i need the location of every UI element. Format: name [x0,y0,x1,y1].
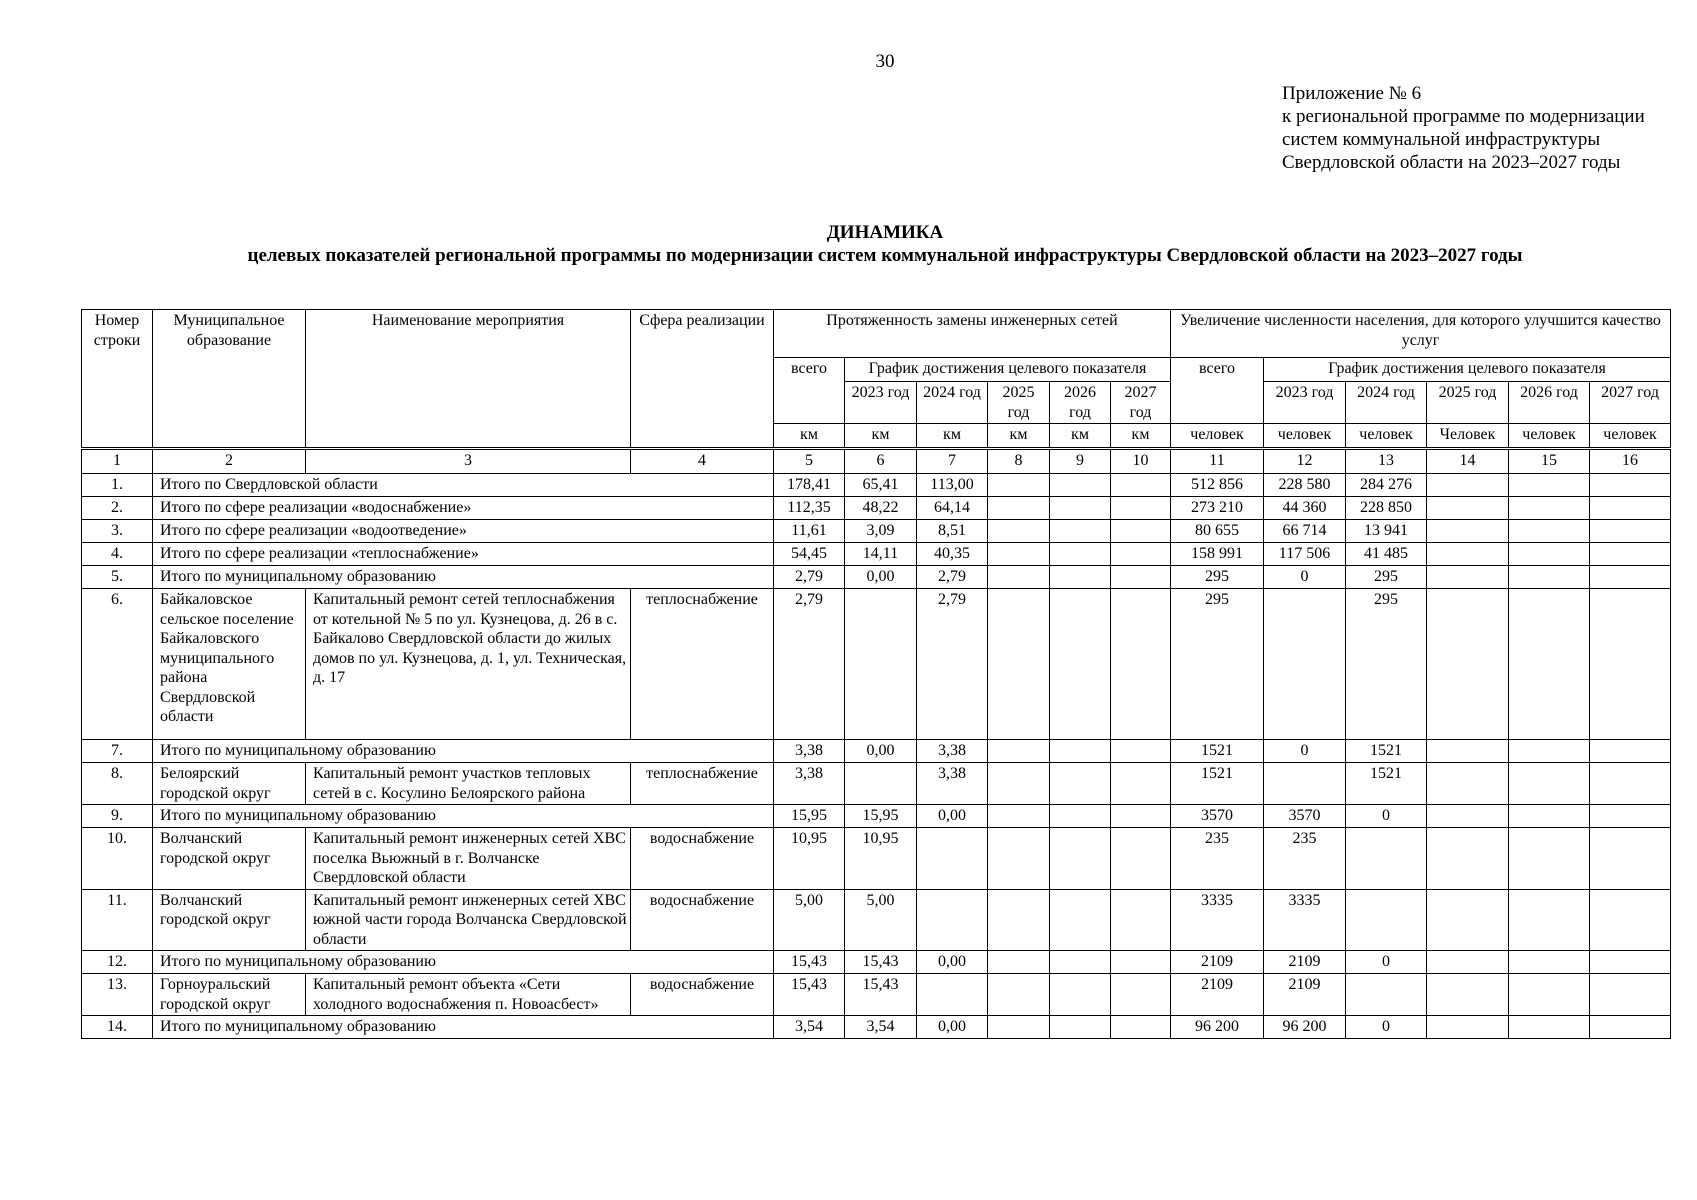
table-row [82,828,1671,890]
value-cell: 64,14 [917,497,988,520]
value-cell [1111,497,1171,520]
document-title [0,221,1697,267]
header-schedule-people: График достижения целевого показателя [1264,358,1671,382]
value-cell [1264,589,1346,740]
value-cell [1509,889,1590,951]
row-number: 2. [82,497,153,520]
value-cell: 117 506 [1264,543,1346,566]
value-cell [1509,543,1590,566]
table-row [82,543,1671,566]
value-cell [1590,566,1671,589]
value-cell [1111,520,1171,543]
value-cell [1050,497,1111,520]
column-number: 13 [1346,449,1427,474]
header-unit-people: человек [1590,424,1671,449]
value-cell: 15,43 [845,974,917,1016]
header-year-people: 2027 год [1590,382,1671,424]
value-cell [1509,951,1590,974]
value-cell: 3335 [1264,889,1346,951]
header-unit-km: км [1050,424,1111,449]
indicators-table [81,309,1671,1039]
column-number: 6 [845,449,917,474]
value-cell [1509,1016,1590,1039]
value-cell: 295 [1346,566,1427,589]
column-number: 16 [1590,449,1671,474]
value-cell: 80 655 [1171,520,1264,543]
value-cell [1590,828,1671,890]
value-cell: 295 [1346,589,1427,740]
value-cell: 96 200 [1171,1016,1264,1039]
row-number: 9. [82,805,153,828]
header-sphere: Сфера реализации [631,310,774,449]
header-unit-people: человек [1171,424,1264,449]
column-number: 12 [1264,449,1346,474]
value-cell [1111,589,1171,740]
value-cell: 178,41 [774,474,845,497]
value-cell [1427,1016,1509,1039]
value-cell [1111,474,1171,497]
total-label: Итого по муниципальному образованию [153,805,774,828]
municipality-cell: Белоярский городской округ [153,763,306,805]
header-network-length: Протяженность замены инженерных сетей [774,310,1171,358]
event-cell: Капитальный ремонт инженерных сетей ХВС поселка Вьюжный в г. Волчанске Свердловской области [306,828,631,890]
table-row [82,951,1671,974]
header-unit-km: км [845,424,917,449]
value-cell [1111,805,1171,828]
value-cell: 8,51 [917,520,988,543]
value-cell: 3,38 [917,740,988,763]
value-cell: 0 [1346,1016,1427,1039]
value-cell: 228 580 [1264,474,1346,497]
value-cell [1590,589,1671,740]
header-year-km: 2023 год [845,382,917,424]
value-cell [1050,474,1111,497]
value-cell [1427,889,1509,951]
value-cell [1346,889,1427,951]
column-number: 10 [1111,449,1171,474]
value-cell [1590,543,1671,566]
municipality-cell: Волчанский городской округ [153,828,306,890]
title-line-1: ДИНАМИКА [826,222,944,243]
appendix-line: к региональной программе по модернизации [1282,106,1645,127]
appendix-note [1282,82,1645,174]
header-total-km: всего [774,358,845,424]
value-cell [988,543,1050,566]
header-unit-people: Человек [1427,424,1509,449]
value-cell [1427,805,1509,828]
value-cell [1050,740,1111,763]
value-cell: 2109 [1264,974,1346,1016]
table-row [82,740,1671,763]
value-cell [1509,474,1590,497]
header-year-people: 2024 год [1346,382,1427,424]
value-cell [1509,974,1590,1016]
header-unit-people: человек [1509,424,1590,449]
table-row [82,974,1671,1016]
value-cell [1590,805,1671,828]
row-number: 3. [82,520,153,543]
value-cell: 512 856 [1171,474,1264,497]
value-cell [1050,951,1111,974]
header-year-km: 2024 год [917,382,988,424]
column-number: 15 [1509,449,1590,474]
value-cell [1427,740,1509,763]
value-cell: 15,43 [845,951,917,974]
value-cell [1111,828,1171,890]
value-cell [1050,589,1111,740]
value-cell [1427,520,1509,543]
header-year-people: 2025 год [1427,382,1509,424]
column-number: 14 [1427,449,1509,474]
value-cell: 48,22 [845,497,917,520]
header-year-km: 2027 год [1111,382,1171,424]
value-cell [1111,1016,1171,1039]
value-cell [988,740,1050,763]
appendix-line: систем коммунальной инфраструктуры [1282,129,1601,150]
value-cell [1509,566,1590,589]
value-cell [1590,497,1671,520]
table-row [82,1016,1671,1039]
value-cell [1590,763,1671,805]
value-cell: 235 [1171,828,1264,890]
table-row [82,497,1671,520]
value-cell [1509,497,1590,520]
sphere-cell: теплоснабжение [631,763,774,805]
value-cell: 3,09 [845,520,917,543]
value-cell: 3,54 [845,1016,917,1039]
column-number: 5 [774,449,845,474]
value-cell [1590,889,1671,951]
row-number: 10. [82,828,153,890]
value-cell: 13 941 [1346,520,1427,543]
value-cell [1050,889,1111,951]
value-cell: 2,79 [917,589,988,740]
value-cell: 1521 [1346,740,1427,763]
value-cell: 2,79 [774,566,845,589]
value-cell: 2109 [1171,951,1264,974]
event-cell: Капитальный ремонт инженерных сетей ХВС южной части города Волчанска Свердловской области [306,889,631,951]
value-cell: 0 [1264,566,1346,589]
value-cell [1427,974,1509,1016]
value-cell [1427,497,1509,520]
value-cell: 40,35 [917,543,988,566]
value-cell [1509,763,1590,805]
row-number: 4. [82,543,153,566]
value-cell: 3,38 [774,763,845,805]
value-cell: 0 [1264,740,1346,763]
column-number: 11 [1171,449,1264,474]
value-cell: 2,79 [917,566,988,589]
value-cell: 1521 [1171,763,1264,805]
municipality-cell: Горноуральский городской округ [153,974,306,1016]
header-schedule-km: График достижения целевого показателя [845,358,1171,382]
total-label: Итого по муниципальному образованию [153,1016,774,1039]
value-cell: 2109 [1264,951,1346,974]
value-cell [1050,974,1111,1016]
column-number: 7 [917,449,988,474]
row-number: 1. [82,474,153,497]
value-cell: 3570 [1264,805,1346,828]
value-cell: 66 714 [1264,520,1346,543]
total-label: Итого по муниципальному образованию [153,951,774,974]
value-cell [988,497,1050,520]
value-cell: 0,00 [845,566,917,589]
header-year-km: 2025 год [988,382,1050,424]
value-cell [988,589,1050,740]
total-label: Итого по сфере реализации «водоотведение» [153,520,774,543]
header-unit-km: км [988,424,1050,449]
value-cell: 3570 [1171,805,1264,828]
table-row [82,520,1671,543]
value-cell [1050,1016,1111,1039]
municipality-cell: Волчанский городской округ [153,889,306,951]
value-cell: 113,00 [917,474,988,497]
table-row [82,805,1671,828]
value-cell: 10,95 [845,828,917,890]
value-cell: 295 [1171,589,1264,740]
value-cell [1427,951,1509,974]
value-cell: 273 210 [1171,497,1264,520]
value-cell: 3,54 [774,1016,845,1039]
value-cell [1427,763,1509,805]
header-unit-people: человек [1346,424,1427,449]
value-cell: 65,41 [845,474,917,497]
value-cell [1590,520,1671,543]
value-cell [1050,763,1111,805]
value-cell: 3,38 [774,740,845,763]
value-cell [1590,951,1671,974]
row-number: 8. [82,763,153,805]
value-cell [988,520,1050,543]
header-total-people: всего [1171,358,1264,424]
value-cell [988,828,1050,890]
value-cell [1427,543,1509,566]
table-row [82,889,1671,951]
header-unit-km: км [1111,424,1171,449]
value-cell: 0,00 [917,1016,988,1039]
value-cell [1264,763,1346,805]
header-event-name: Наименование мероприятия [306,310,631,449]
value-cell [1111,566,1171,589]
value-cell [1111,951,1171,974]
value-cell: 96 200 [1264,1016,1346,1039]
total-label: Итого по сфере реализации «теплоснабжение» [153,543,774,566]
value-cell: 0,00 [845,740,917,763]
total-label: Итого по сфере реализации «водоснабжение» [153,497,774,520]
table-row [82,566,1671,589]
value-cell [988,951,1050,974]
column-number: 2 [153,449,306,474]
value-cell [1509,828,1590,890]
column-number: 3 [306,449,631,474]
value-cell: 295 [1171,566,1264,589]
value-cell [917,974,988,1016]
sphere-cell: теплоснабжение [631,589,774,740]
value-cell [988,889,1050,951]
row-number: 11. [82,889,153,951]
event-cell: Капитальный ремонт участков тепловых сетей в с. Косулино Белоярского района [306,763,631,805]
value-cell: 0 [1346,805,1427,828]
page-number: 30 [875,51,895,72]
header-municipality: Муниципальное образование [153,310,306,449]
row-number: 13. [82,974,153,1016]
value-cell [988,805,1050,828]
value-cell [1050,828,1111,890]
row-number: 12. [82,951,153,974]
column-number: 4 [631,449,774,474]
value-cell: 14,11 [845,543,917,566]
value-cell [917,889,988,951]
value-cell [1509,589,1590,740]
row-number: 6. [82,589,153,740]
value-cell: 2109 [1171,974,1264,1016]
value-cell [988,474,1050,497]
header-row-number: Номер строки [82,310,153,449]
value-cell: 284 276 [1346,474,1427,497]
value-cell [1050,805,1111,828]
total-label: Итого по муниципальному образованию [153,740,774,763]
value-cell: 228 850 [1346,497,1427,520]
value-cell [1346,828,1427,890]
value-cell [1427,566,1509,589]
value-cell: 0,00 [917,951,988,974]
value-cell [1111,740,1171,763]
header-year-people: 2026 год [1509,382,1590,424]
total-label: Итого по Свердловской области [153,474,774,497]
value-cell: 0,00 [917,805,988,828]
table-row [82,474,1671,497]
sphere-cell: водоснабжение [631,828,774,890]
sphere-cell: водоснабжение [631,974,774,1016]
value-cell: 2,79 [774,589,845,740]
value-cell: 44 360 [1264,497,1346,520]
value-cell: 11,61 [774,520,845,543]
table-row [82,763,1671,805]
title-line-2: целевых показателей региональной программы по модернизации систем коммунальной инфраструктуры Свердловской области на 2023–2027 годы [247,245,1523,266]
value-cell [1590,1016,1671,1039]
value-cell: 5,00 [774,889,845,951]
value-cell: 0 [1346,951,1427,974]
value-cell [1111,543,1171,566]
row-number: 14. [82,1016,153,1039]
header-unit-km: км [917,424,988,449]
value-cell [845,763,917,805]
value-cell [845,589,917,740]
header-unit-km: км [774,424,845,449]
value-cell [1050,566,1111,589]
value-cell [1050,543,1111,566]
sphere-cell: водоснабжение [631,889,774,951]
value-cell [1346,974,1427,1016]
municipality-cell: Байкаловское сельское поселение Байкаловского муниципального района Свердловской области [153,589,306,740]
value-cell [988,763,1050,805]
appendix-line: Свердловской области на 2023–2027 годы [1282,152,1621,173]
value-cell: 3335 [1171,889,1264,951]
value-cell [917,828,988,890]
row-number: 7. [82,740,153,763]
value-cell: 10,95 [774,828,845,890]
value-cell: 158 991 [1171,543,1264,566]
column-number: 1 [82,449,153,474]
event-cell: Капитальный ремонт объекта «Сети холодного водоснабжения п. Новоасбест» [306,974,631,1016]
value-cell: 15,43 [774,974,845,1016]
row-number: 5. [82,566,153,589]
value-cell [1509,740,1590,763]
value-cell [1427,828,1509,890]
value-cell [1050,520,1111,543]
header-year-km: 2026 год [1050,382,1111,424]
value-cell [988,1016,1050,1039]
value-cell: 54,45 [774,543,845,566]
value-cell [1590,474,1671,497]
event-cell: Капитальный ремонт сетей теплоснабжения от котельной № 5 по ул. Кузнецова, д. 26 в с. Байкалово Свердловской области до жилых домов по ул. Кузнецова, д. 1, ул. Техническая, д. 17 [306,589,631,740]
header-year-people: 2023 год [1264,382,1346,424]
value-cell [1509,520,1590,543]
value-cell: 235 [1264,828,1346,890]
appendix-line: Приложение № 6 [1282,83,1422,104]
value-cell [1590,740,1671,763]
header-unit-people: человек [1264,424,1346,449]
header-population-increase: Увеличение численности населения, для которого улучшится качество услуг [1171,310,1671,358]
value-cell [1111,763,1171,805]
value-cell: 5,00 [845,889,917,951]
value-cell [988,566,1050,589]
value-cell: 15,95 [845,805,917,828]
total-label: Итого по муниципальному образованию [153,566,774,589]
value-cell: 15,95 [774,805,845,828]
value-cell [1427,589,1509,740]
column-number: 9 [1050,449,1111,474]
value-cell: 1521 [1346,763,1427,805]
value-cell [1509,805,1590,828]
value-cell [1590,974,1671,1016]
value-cell: 1521 [1171,740,1264,763]
value-cell [1111,974,1171,1016]
column-number: 8 [988,449,1050,474]
value-cell: 112,35 [774,497,845,520]
value-cell [1111,889,1171,951]
value-cell: 41 485 [1346,543,1427,566]
value-cell: 3,38 [917,763,988,805]
value-cell [1427,474,1509,497]
value-cell: 15,43 [774,951,845,974]
table-row [82,589,1671,740]
value-cell [988,974,1050,1016]
